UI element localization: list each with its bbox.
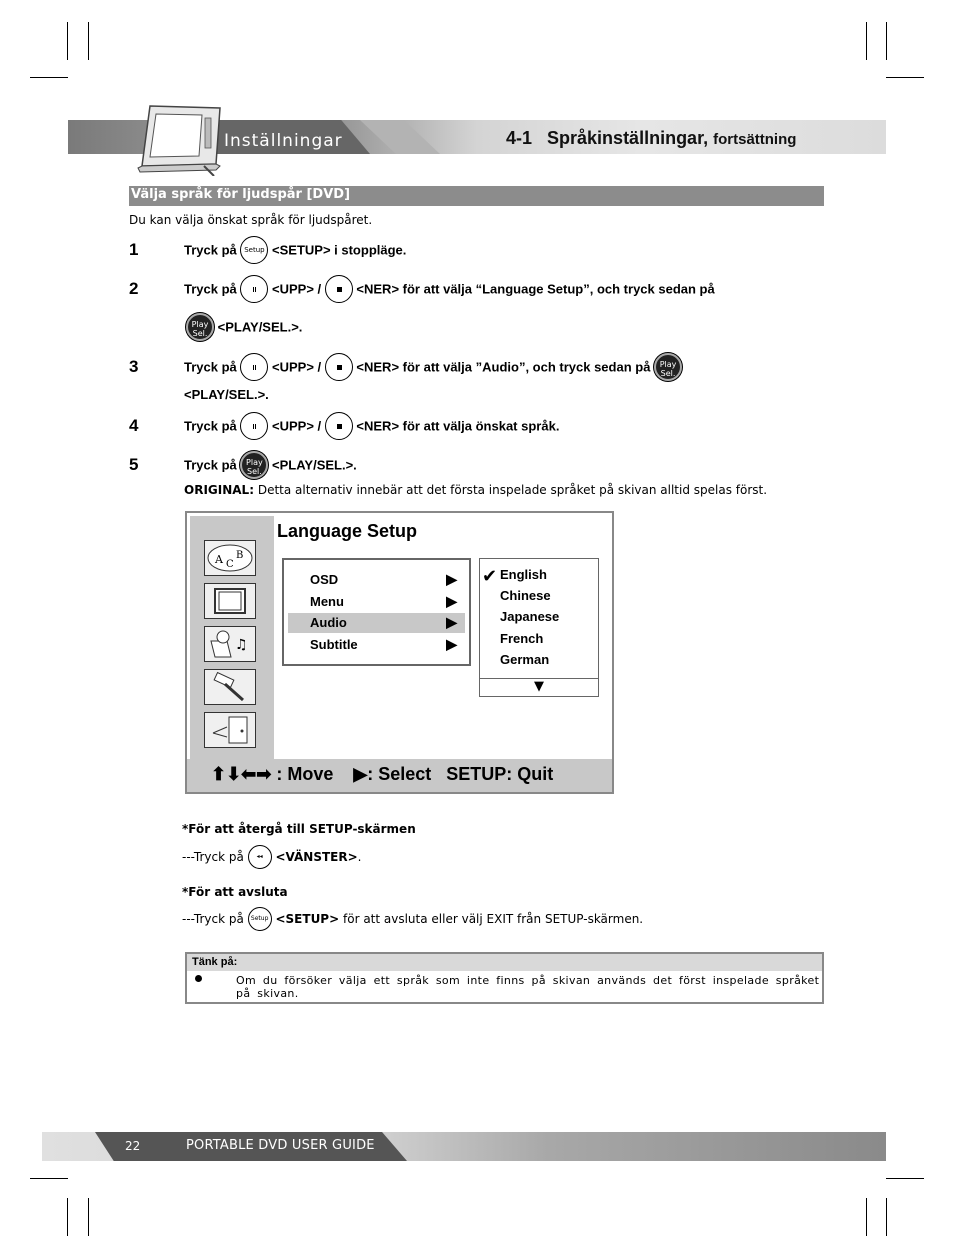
- arrow-keys-icon: ⬆⬇⬅➡: [211, 764, 272, 784]
- up-button-icon: [240, 275, 268, 303]
- language-option[interactable]: Chinese: [500, 588, 551, 603]
- down-button-icon: [325, 412, 353, 440]
- step-text: <NER> för att välja ”Audio”, och tryck sedan på: [356, 359, 651, 375]
- exit-note-title: *För att avsluta: [182, 885, 288, 899]
- crop-mark: [886, 1198, 887, 1236]
- triangle-right-icon: ▶: [446, 636, 457, 652]
- triangle-right-icon: ▶: [353, 764, 368, 784]
- step-number: 5: [129, 455, 139, 474]
- triangle-right-icon: ▶: [446, 593, 457, 609]
- exit-note: [182, 907, 643, 931]
- crop-mark: [886, 22, 887, 60]
- svg-text:A: A: [215, 553, 223, 566]
- svg-text:C: C: [226, 559, 234, 570]
- footer-select: : Select: [367, 764, 432, 784]
- menu-item-audio[interactable]: [288, 613, 465, 633]
- language-option[interactable]: French: [500, 631, 544, 646]
- language-setup-screen: [185, 511, 614, 794]
- heading-suffix: fortsättning: [713, 131, 797, 148]
- step-text: <NER> för att välja “Language Setup”, och tryck sedan på: [356, 281, 715, 297]
- step-4: [184, 412, 559, 440]
- return-note: [182, 845, 362, 869]
- sel-label: Sel.: [660, 369, 676, 378]
- note-key: <VÄNSTER>: [275, 850, 358, 864]
- play-sel-button-icon: [654, 353, 682, 381]
- step-text: <UPP> /: [272, 281, 322, 297]
- play-sel-button-icon: [240, 451, 268, 479]
- note-suffix: för att avsluta eller välj EXIT från SETUP-skärmen.: [343, 912, 644, 926]
- step-text: <PLAY/SEL.>.: [272, 457, 357, 473]
- step-text: <UPP> /: [272, 359, 322, 375]
- step-5: [184, 451, 357, 479]
- screen-sidebar: [190, 516, 274, 759]
- step-number: 4: [129, 416, 139, 435]
- heading-number: 4-1: [506, 128, 533, 148]
- tip-text: Om du försöker välja ett språk som inte finns på skivan används det först inspelade språket på skivan.: [236, 974, 820, 1000]
- crop-mark: [67, 1198, 68, 1236]
- step-text: Tryck på: [184, 457, 237, 473]
- language-option[interactable]: English: [500, 567, 547, 582]
- screen-title: Language Setup: [277, 521, 418, 541]
- setup-button-icon: Setup: [248, 907, 272, 931]
- sel-label: Sel.: [192, 329, 208, 338]
- play-label: Play: [659, 360, 677, 369]
- crop-mark: [886, 77, 924, 78]
- bullet-icon: [195, 975, 202, 982]
- crop-mark: [30, 1178, 68, 1179]
- menu-item-label: Subtitle: [310, 637, 358, 652]
- return-note-title: *För att återgå till SETUP-skärmen: [182, 822, 416, 836]
- down-button-icon: [325, 353, 353, 381]
- original-note: [184, 483, 767, 497]
- menu-item-label: OSD: [310, 572, 339, 587]
- tip-box: [185, 952, 824, 1004]
- setup-menu: [282, 558, 471, 666]
- up-button-icon: [240, 353, 268, 381]
- original-text: Detta alternativ innebär att det första inspelade språket på skivan alltid spelas först.: [257, 483, 768, 497]
- step-text: Tryck på: [184, 418, 237, 434]
- step-1: [184, 236, 406, 264]
- crop-mark: [88, 1198, 89, 1236]
- up-button-icon: [240, 412, 268, 440]
- note-key: <SETUP>: [275, 912, 340, 926]
- step-text: Tryck på: [184, 242, 237, 258]
- checkmark-icon: ✔: [482, 566, 498, 587]
- step-text: <NER> för att välja önskat språk.: [356, 418, 560, 434]
- menu-item-osd[interactable]: [288, 570, 465, 590]
- down-button-icon: [325, 275, 353, 303]
- note-prefix: ---Tryck på: [182, 912, 244, 926]
- crop-mark: [88, 22, 89, 60]
- crop-mark: [67, 22, 68, 60]
- exit-door-icon: [204, 712, 256, 748]
- crop-mark: [866, 1198, 867, 1236]
- screen-footer: [187, 759, 612, 792]
- footer-quit: SETUP: Quit: [446, 764, 554, 784]
- step-text: <PLAY/SEL.>.: [184, 387, 269, 402]
- footer-move: : Move: [276, 764, 334, 784]
- triangle-right-icon: ▶: [446, 614, 457, 630]
- menu-item-label: Menu: [310, 594, 344, 609]
- abc-icon: [204, 540, 256, 576]
- note-suffix: .: [357, 850, 362, 864]
- play-label: Play: [191, 320, 209, 329]
- step-2: [184, 275, 715, 303]
- page-heading: [506, 128, 796, 149]
- section-title-bar: Välja språk för ljudspår [DVD]: [129, 186, 824, 206]
- svg-text:B: B: [236, 550, 244, 561]
- speaker-music-icon: [204, 626, 256, 662]
- menu-item-subtitle[interactable]: [288, 635, 465, 655]
- language-option[interactable]: Japanese: [500, 609, 560, 624]
- play-sel-button-icon: [186, 313, 214, 341]
- setup-button-icon: Setup: [240, 236, 268, 264]
- menu-item-label: Audio: [310, 615, 347, 630]
- page-number: 22: [125, 1139, 141, 1153]
- section-intro: Du kan välja önskat språk för ljudspåret.: [129, 213, 373, 227]
- step-number: 3: [129, 357, 139, 376]
- step-text: Tryck på: [184, 359, 237, 375]
- step-text: <SETUP> i stoppläge.: [272, 242, 407, 258]
- language-list: [479, 558, 599, 697]
- svg-text:♫: ♫: [235, 637, 248, 653]
- note-prefix: ---Tryck på: [182, 850, 244, 864]
- crop-mark: [886, 1178, 924, 1179]
- menu-item-menu[interactable]: [288, 592, 465, 612]
- step-text: <UPP> /: [272, 418, 322, 434]
- left-button-icon: [248, 845, 272, 869]
- step-number: 2: [129, 279, 139, 298]
- step-number: 1: [129, 240, 139, 259]
- step-text: <PLAY/SEL.>.: [217, 319, 303, 335]
- footer-guide-title: PORTABLE DVD USER GUIDE: [186, 1138, 375, 1153]
- tv-icon: [204, 583, 256, 619]
- portable-dvd-icon: [132, 104, 224, 176]
- crop-mark: [30, 77, 68, 78]
- triangle-right-icon: ▶: [446, 571, 457, 587]
- play-label: Play: [246, 458, 263, 467]
- hammer-icon: [204, 669, 256, 705]
- original-label: ORIGINAL:: [184, 483, 254, 497]
- heading-text: Språkinställningar,: [547, 128, 709, 148]
- language-option[interactable]: German: [500, 652, 550, 667]
- step-2-cont: [186, 313, 302, 341]
- header-section-title: Inställningar: [224, 131, 343, 151]
- step-3: [184, 353, 682, 381]
- scroll-down-icon[interactable]: ▼: [480, 678, 598, 696]
- crop-mark: [866, 22, 867, 60]
- step-text: Tryck på: [184, 281, 237, 297]
- sel-label: Sel.: [247, 467, 262, 476]
- tip-title: Tänk på:: [187, 954, 822, 971]
